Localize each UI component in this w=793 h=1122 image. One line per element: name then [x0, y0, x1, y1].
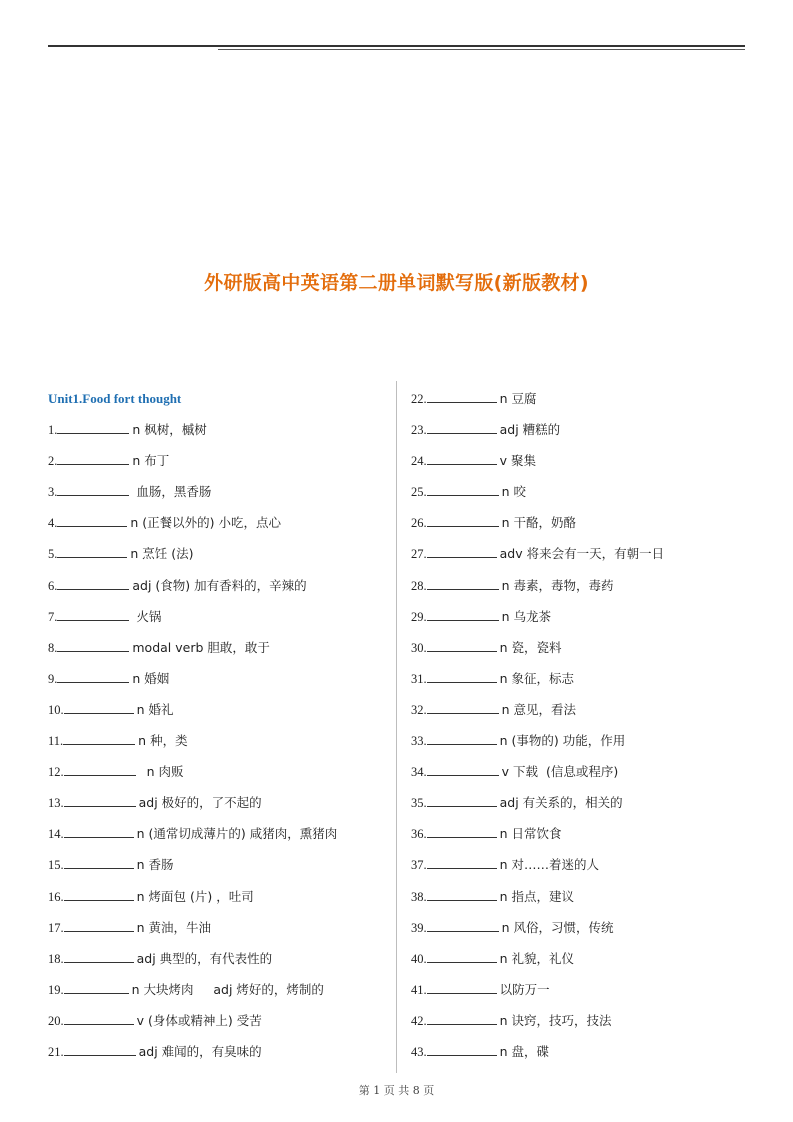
item-definition: n 豆腐 — [499, 391, 537, 406]
answer-blank[interactable] — [57, 577, 129, 590]
page-footer: 第 1 页 共 8 页 — [358, 1084, 435, 1097]
answer-blank[interactable] — [64, 1012, 134, 1025]
vocab-item — [48, 948, 383, 979]
vocab-item — [411, 854, 751, 885]
answer-blank[interactable] — [427, 856, 497, 869]
item-definition: adj 糟糕的 — [499, 422, 561, 438]
item-definition: n 意见，看法 — [501, 701, 577, 717]
item-definition: n 枫树，槭树 — [132, 422, 207, 438]
item-number: 7. — [48, 609, 58, 624]
item-number: 1. — [48, 423, 58, 438]
header-rule-thin — [218, 49, 745, 50]
item-definition: n 瓷，瓷料 — [499, 639, 562, 655]
item-number: 28. — [411, 578, 427, 593]
item-number: 37. — [411, 858, 427, 873]
item-number: 2. — [48, 454, 58, 469]
answer-blank[interactable] — [63, 732, 135, 745]
answer-blank[interactable] — [427, 1012, 497, 1025]
vocab-item — [411, 512, 751, 543]
item-definition: n 风俗，习惯，传统 — [501, 919, 614, 935]
item-number: 40. — [411, 951, 427, 966]
answer-blank[interactable] — [64, 794, 136, 807]
item-number: 11. — [48, 734, 64, 749]
vocab-item — [411, 886, 751, 917]
vocab-item — [411, 606, 751, 637]
vocab-item — [48, 1041, 383, 1072]
item-definition: n 象征，标志 — [499, 670, 575, 686]
vocab-item — [411, 543, 751, 574]
vocab-item — [48, 606, 383, 637]
left-column — [48, 388, 383, 1072]
item-number: 22. — [411, 392, 427, 406]
answer-blank[interactable] — [427, 452, 497, 465]
item-definition: n (事物的) 功能，作用 — [499, 733, 626, 749]
answer-blank[interactable] — [64, 856, 134, 869]
vocab-item — [48, 481, 383, 512]
item-definition: v 聚集 — [499, 453, 536, 469]
item-definition: n 干酪，奶酪 — [501, 515, 577, 531]
item-definition: n 婚礼 — [136, 701, 174, 717]
vocab-item — [411, 388, 751, 419]
item-number: 13. — [48, 796, 64, 811]
vocab-item — [411, 979, 751, 1010]
answer-blank[interactable] — [64, 919, 134, 932]
item-number: 33. — [411, 734, 427, 749]
item-number: 29. — [411, 609, 427, 624]
answer-blank[interactable] — [427, 639, 497, 652]
item-number: 10. — [48, 702, 64, 717]
item-number: 9. — [48, 671, 58, 686]
item-definition: n (通常切成薄片的) 咸猪肉，熏猪肉 — [136, 826, 338, 842]
item-definition: 以防万一 — [499, 981, 550, 997]
item-number: 14. — [48, 827, 64, 842]
vocab-item — [411, 917, 751, 948]
header-rule-thick — [48, 45, 745, 47]
vocab-item — [48, 761, 383, 792]
answer-blank[interactable] — [57, 421, 129, 434]
item-number: 24. — [411, 454, 427, 469]
vocab-item — [411, 792, 751, 823]
answer-blank[interactable] — [427, 514, 499, 527]
answer-blank[interactable] — [64, 763, 136, 776]
item-number: 35. — [411, 796, 427, 811]
item-number: 42. — [411, 1013, 427, 1028]
item-definition: v (身体或精神上) 受苦 — [136, 1012, 262, 1028]
item-definition: n 诀窍，技巧，技法 — [499, 1012, 612, 1028]
answer-blank[interactable] — [57, 608, 129, 621]
item-number: 27. — [411, 547, 427, 562]
item-definition: modal verb 胆敢，敢于 — [132, 639, 270, 655]
vocab-item — [48, 792, 383, 823]
item-definition: n 肉贩 — [138, 764, 184, 780]
answer-blank[interactable] — [64, 981, 129, 994]
vocab-item — [411, 637, 751, 668]
item-definition: v 下载 (信息或程序) — [501, 764, 619, 780]
item-definition: adj 难闻的，有臭味的 — [138, 1043, 262, 1059]
item-number: 19. — [48, 982, 64, 997]
item-definition: n 布丁 — [132, 453, 170, 469]
answer-blank[interactable] — [427, 670, 497, 683]
answer-blank[interactable] — [64, 825, 134, 838]
vocab-item — [48, 637, 383, 668]
vocab-item — [411, 575, 751, 606]
item-number: 36. — [411, 827, 427, 842]
answer-blank[interactable] — [427, 794, 497, 807]
item-definition: 火锅 — [132, 608, 162, 624]
vocab-item — [48, 543, 383, 574]
item-number: 17. — [48, 920, 64, 935]
item-definition: n 礼貌，礼仪 — [499, 950, 575, 966]
item-number: 6. — [48, 578, 58, 593]
item-definition: n 烹饪 (法) — [130, 546, 194, 562]
vocab-item — [411, 419, 751, 450]
vocab-item — [411, 1010, 751, 1041]
answer-blank[interactable] — [427, 1043, 497, 1056]
item-definition: adj 极好的，了不起的 — [138, 795, 262, 811]
item-definition: adj 有关系的，相关的 — [499, 795, 623, 811]
answer-blank[interactable] — [427, 483, 499, 496]
item-number: 34. — [411, 765, 427, 780]
answer-blank[interactable] — [57, 452, 129, 465]
answer-blank[interactable] — [427, 919, 499, 932]
vocab-item — [48, 886, 383, 917]
item-number: 21. — [48, 1044, 64, 1059]
vocab-item — [48, 823, 383, 854]
answer-blank[interactable] — [427, 981, 497, 994]
item-definition: n 乌龙茶 — [501, 608, 552, 624]
item-definition: n 大块烤肉 adj 烤好的，烤制的 — [131, 981, 324, 997]
item-definition: n 盘，碟 — [499, 1043, 550, 1059]
vocab-item — [48, 917, 383, 948]
item-number: 15. — [48, 858, 64, 873]
answer-blank[interactable] — [427, 825, 497, 838]
item-definition: n 日常饮食 — [499, 826, 562, 842]
answer-blank[interactable] — [427, 545, 497, 558]
item-definition: n 婚姻 — [132, 670, 170, 686]
answer-blank[interactable] — [64, 1043, 136, 1056]
vocab-item — [48, 512, 383, 543]
item-number: 8. — [48, 640, 58, 655]
page-title: 外研版高中英语第二册单词默写版(新版教材) — [204, 272, 589, 294]
vocab-item — [48, 979, 383, 1010]
answer-blank[interactable] — [64, 950, 134, 963]
item-definition: adj (食物) 加有香料的，辛辣的 — [132, 577, 307, 593]
item-number: 12. — [48, 765, 64, 780]
vocab-item — [411, 1041, 751, 1072]
item-definition: n 对……着迷的人 — [499, 857, 600, 873]
vocab-item — [48, 699, 383, 730]
item-definition: n 香肠 — [136, 857, 174, 873]
answer-blank[interactable] — [427, 888, 497, 901]
answer-blank[interactable] — [427, 608, 499, 621]
column-divider — [396, 381, 397, 1073]
item-definition: n (正餐以外的) 小吃，点心 — [130, 515, 281, 531]
item-number: 18. — [48, 951, 64, 966]
answer-blank[interactable] — [57, 639, 129, 652]
item-number: 38. — [411, 889, 427, 904]
answer-blank[interactable] — [427, 577, 499, 590]
vocab-item — [48, 450, 383, 481]
item-definition: n 咬 — [501, 484, 527, 500]
item-definition: n 指点，建议 — [499, 888, 575, 904]
vocab-item — [48, 419, 383, 450]
item-number: 43. — [411, 1044, 427, 1059]
answer-blank[interactable] — [427, 950, 497, 963]
vocab-item — [48, 1010, 383, 1041]
vocab-item — [48, 668, 383, 699]
vocab-item — [48, 730, 383, 761]
vocab-item — [411, 668, 751, 699]
vocab-item — [411, 948, 751, 979]
item-number: 32. — [411, 702, 427, 717]
item-number: 16. — [48, 889, 64, 904]
item-number: 23. — [411, 423, 427, 438]
answer-blank[interactable] — [427, 390, 497, 403]
vocab-item — [48, 854, 383, 885]
answer-blank[interactable] — [57, 514, 127, 527]
item-definition: n 烤面包 (片) ，吐司 — [136, 888, 254, 904]
item-number: 25. — [411, 485, 427, 500]
item-definition: 血肠，黑香肠 — [132, 484, 212, 500]
item-number: 31. — [411, 671, 427, 686]
item-number: 26. — [411, 516, 427, 531]
answer-blank[interactable] — [427, 763, 499, 776]
item-number: 20. — [48, 1013, 64, 1028]
item-number: 4. — [48, 516, 58, 531]
answer-blank[interactable] — [427, 732, 497, 745]
item-number: 30. — [411, 640, 427, 655]
item-definition: adv 将来会有一天，有朝一日 — [499, 546, 665, 562]
item-definition: n 种，类 — [138, 733, 188, 749]
item-number: 5. — [48, 547, 58, 562]
right-column — [411, 388, 751, 1072]
vocab-item — [411, 450, 751, 481]
answer-blank[interactable] — [57, 670, 129, 683]
item-definition: n 黄油，牛油 — [136, 919, 212, 935]
answer-blank[interactable] — [427, 421, 497, 434]
vocab-item — [48, 575, 383, 606]
item-number: 41. — [411, 982, 427, 997]
answer-blank[interactable] — [64, 888, 134, 901]
answer-blank[interactable] — [57, 483, 129, 496]
answer-blank[interactable] — [64, 701, 134, 714]
vocab-item — [411, 761, 751, 792]
vocab-item — [411, 823, 751, 854]
item-definition: n 毒素，毒物，毒药 — [501, 577, 614, 593]
answer-blank[interactable] — [57, 545, 127, 558]
answer-blank[interactable] — [427, 701, 499, 714]
item-number: 39. — [411, 920, 427, 935]
item-number: 3. — [48, 485, 58, 500]
unit-heading: Unit1.Food fort thought — [48, 391, 182, 406]
vocab-item — [411, 699, 751, 730]
item-definition: adj 典型的，有代表性的 — [136, 950, 273, 966]
vocab-item — [411, 730, 751, 761]
vocab-item — [411, 481, 751, 512]
